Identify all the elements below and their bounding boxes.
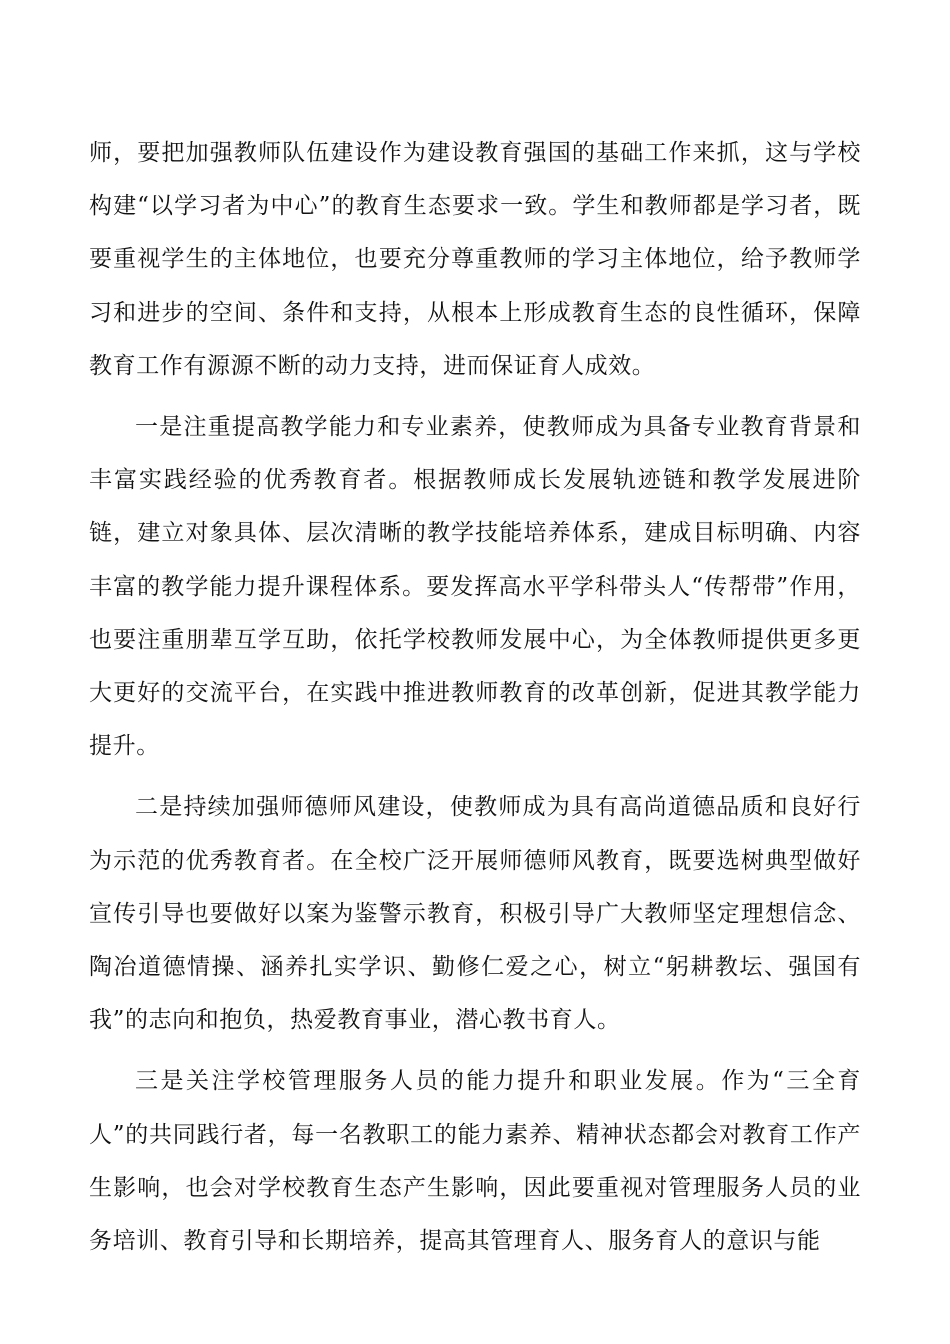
paragraph-continuation: 师，要把加强教师队伍建设作为建设教育强国的基础工作来抓，这与学校构建“以学习者为中心”的教育生态要求一致。学生和教师都是学习者，既要重视学生的主体地位，也要充分尊重教师的学习主体地位，给予教师学习和进步的空间、条件和支持，从根本上形成教育生态的良性循环，保障教育工作有源源不断的动力支持，进而保证育人成效。 [89, 140, 861, 379]
document-body [89, 127, 861, 1276]
paragraph-management-staff: 三是关注学校管理服务人员的能力提升和职业发展。作为“三全育人”的共同践行者，每一名教职工的能力素养、精神状态都会对教育工作产生影响，也会对学校教育生态产生影响，因此要重视对管理服务人员的业务培训、教育引导和长期培养，提高其管理育人、服务育人的意识与能 [89, 1068, 861, 1255]
paragraph-teacher-ethics: 二是持续加强师德师风建设，使教师成为具有高尚道德品质和良好行为示范的优秀教育者。在全校广泛开展师德师风教育，既要选树典型做好宣传引导也要做好以案为鉴警示教育，积极引导广大教师坚定理想信念、陶冶道德情操、涵养扎实学识、勤修仁爱之心，树立“躬耕教坛、强国有我”的志向和抱负，热爱教育事业，潜心教书育人。 [89, 794, 861, 1034]
paragraph-teaching-ability: 一是注重提高教学能力和专业素养，使教师成为具备专业教育背景和丰富实践经验的优秀教育者。根据教师成长发展轨迹链和教学发展进阶链，建立对象具体、层次清晰的教学技能培养体系，建成目标明确、内容丰富的教学能力提升课程体系。要发挥高水平学科带头人“传帮带”作用，也要注重朋辈互学互助，依托学校教师发展中心，为全体教师提供更多更大更好的交流平台，在实践中推进教师教育的改革创新，促进其教学能力提升。 [89, 414, 861, 760]
